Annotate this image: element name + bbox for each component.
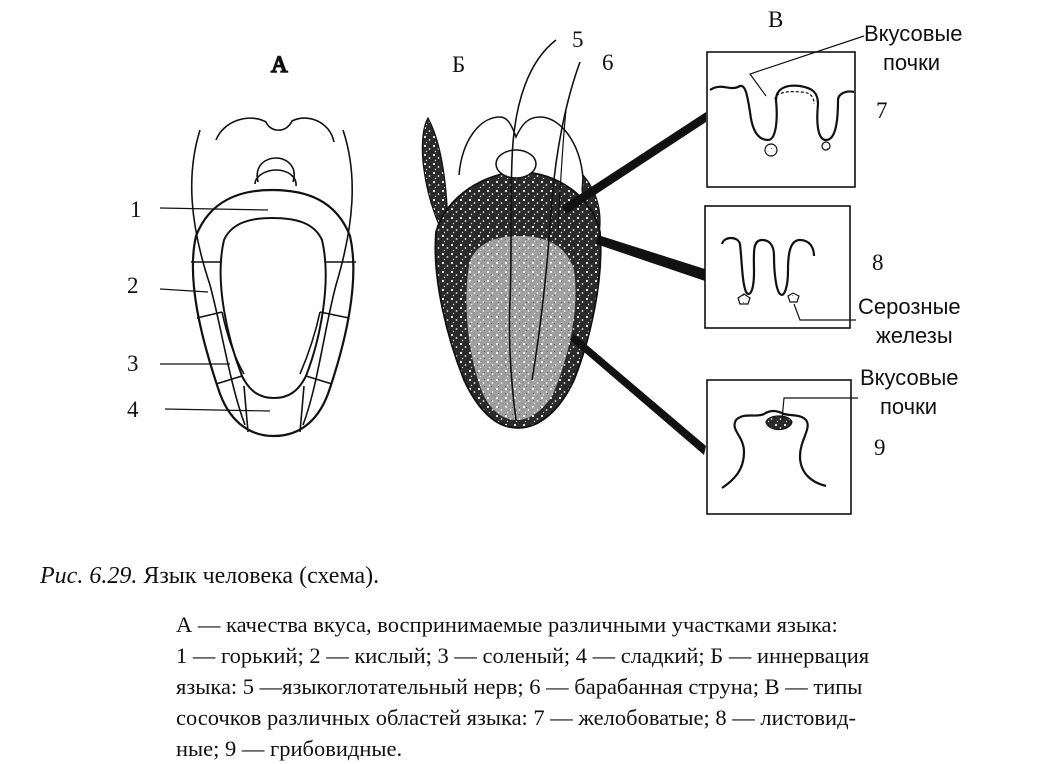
figure-legend [176,609,1012,764]
zone-inner-boundary [221,218,326,398]
panel-a-taste-zones [127,52,356,436]
legend-line: языка: 5 —языкоглотательный нерв; 6 — барабанная струна; В — типы [176,674,863,699]
fungiform-taste-bud [766,416,792,430]
box-7 [707,52,855,187]
box-9 [707,380,851,514]
figure-caption [40,563,379,590]
vallate-gland-2 [822,142,830,150]
panel-b-innervation [422,27,613,428]
connector-to-box-8 [596,235,708,282]
connector-to-box-7 [562,112,706,214]
serous-glands-line1: Серозные [858,294,961,319]
legend-line: А — качества вкуса, воспринимаемые различными участками языка: [176,612,838,637]
zone-divider-left-3 [216,376,242,384]
zone-number-1: 1 [130,197,142,222]
connector-to-box-9 [570,334,706,455]
panel-c-papillae [705,7,963,514]
panel-b-label: Б [452,52,466,77]
epiglottis-outline [216,118,334,142]
serous-glands-line2: железы [876,323,953,348]
legend-line: 1 — горький; 2 — кислый; 3 — соленый; 4 — сладкий; Б — иннервация [176,643,870,668]
figure-number: Рис. 6.29. [40,563,138,589]
legend-line: сосочков различных областей языка: 7 — желобоватые; 8 — листовид- [176,705,857,730]
zone-number-2: 2 [127,273,139,298]
epiglottis-knob [496,150,536,178]
papilla-number-8: 8 [872,250,884,275]
papilla-number-7: 7 [876,98,888,123]
taste-buds-top-line1: Вкусовые [864,21,963,46]
box-8 [705,206,850,328]
pharynx-outline [192,130,245,425]
leader-zone-2 [160,289,208,292]
figure-title: Язык человека (схема). [143,563,380,589]
pharynx-outline-right [303,130,352,425]
tongue-root-bump [255,170,296,186]
vallate-gland-1 [765,144,777,156]
zone-divider-right-2 [320,312,349,318]
papilla-number-9: 9 [874,435,886,460]
nerve-number-5: 5 [572,27,584,52]
taste-buds-top-line2: почки [883,50,941,75]
zone-number-3: 3 [127,351,139,376]
leader-zone-4 [165,409,270,411]
nerve-number-6: 6 [602,50,614,75]
panel-a-label: А [271,52,288,77]
taste-buds-bottom-line1: Вкусовые [860,365,959,390]
zone-number-4: 4 [127,397,139,422]
taste-buds-bottom-line2: почки [880,394,938,419]
panel-c-label: В [768,7,784,32]
legend-line: ные; 9 — грибовидные. [176,736,403,761]
zone-divider-right-3 [306,376,332,384]
